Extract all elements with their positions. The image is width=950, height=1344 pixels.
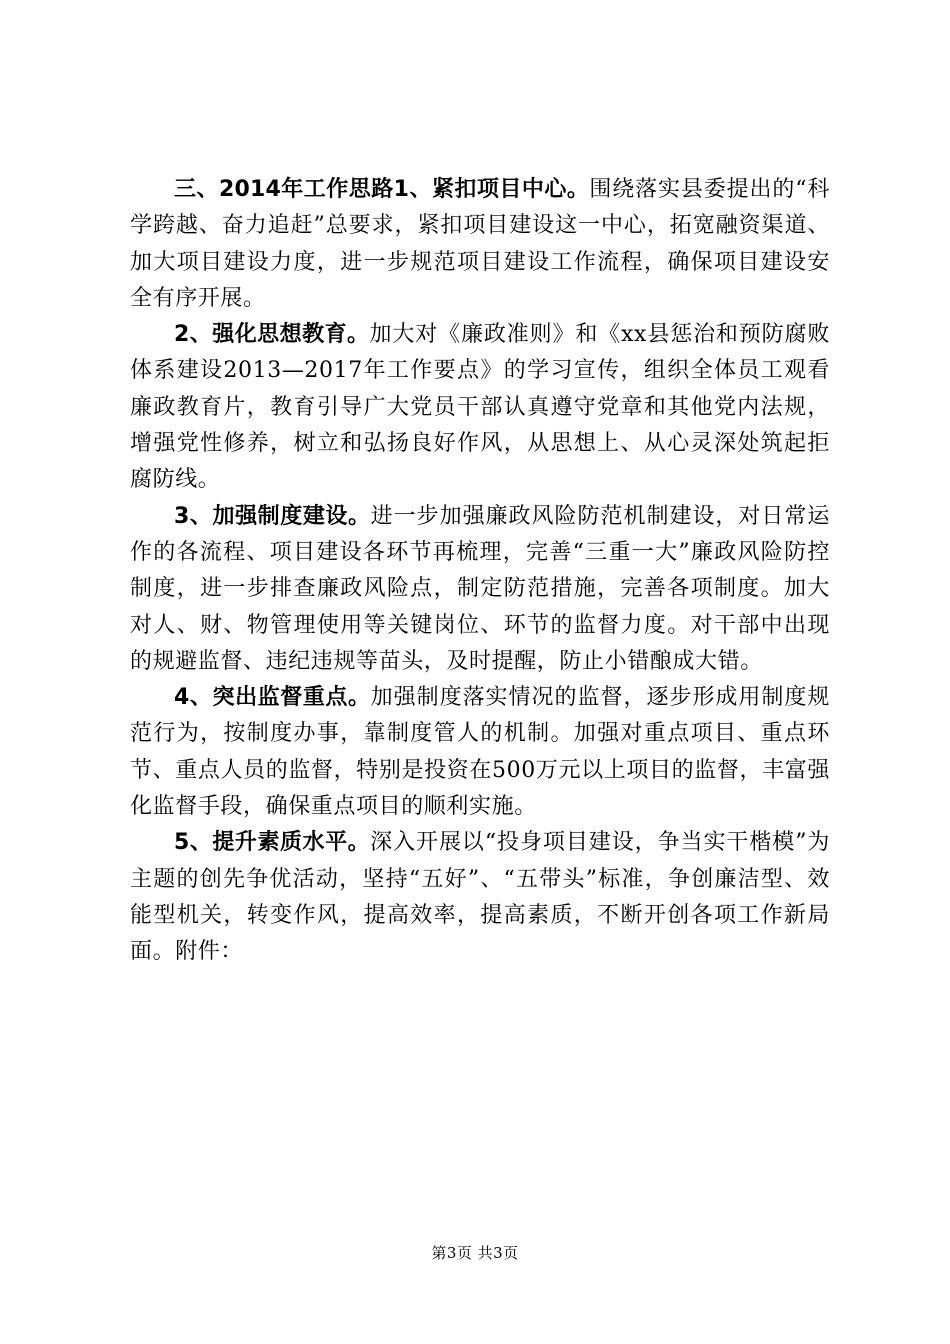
paragraph-text: 围绕落实县委提出的“科学跨越、奋力追赶”总要求，紧扣项目建设这一中心，拓宽融资渠道、加大项目建设力度，进一步规范项目建设工作流程，确保项目建设安全有序开展。 [130,177,830,311]
paragraph-text: 深入开展以“投身项目建设，争当实干楷模”为主题的创先争优活动，坚持“五好”、“五带头”标准，争创廉洁型、效能型机关，转变作风，提高效率，提高素质，不断开创各项工作新局面。附件： [130,830,830,965]
paragraph-heading: 4、突出监督重点。 [174,685,371,711]
paragraph-heading: 3、加强制度建设。 [174,503,371,529]
paragraph-heading: 2、强化思想教育。 [174,322,370,348]
paragraph-text: 进一步加强廉政风险防范机制建设，对日常运作的各流程、项目建设各环节再梳理，完善“三重一大”廉政风险防控制度，进一步排查廉政风险点，制定防范措施，完善各项制度。加大对人、财、物管理使用等关键岗位、环节的监督力度。对干部中出现的规避监督、违纪违规等苗头，及时提醒，防止小错酿成大错。 [130,503,830,674]
paragraph-quality [130,825,830,970]
paragraph-supervision [130,680,830,825]
page-number: 第3页 共3页 [431,1244,519,1262]
document-body [130,172,830,971]
paragraph-work-plan [130,172,830,317]
paragraph-education [130,317,830,498]
paragraph-text: 加大对《廉政准则》和《xx县惩治和预防腐败体系建设2013—2017年工作要点》的学习宣传，组织全体员工观看廉政教育片，教育引导广大党员干部认真遵守党章和其他党内法规，增强党性修养，树立和弘扬良好作风，从思想上、从心灵深处筑起拒腐防线。 [130,322,830,493]
paragraph-system-building [130,499,830,680]
paragraph-heading: 三、2014年工作思路1、紧扣项目中心。 [174,177,590,202]
paragraph-text: 加强制度落实情况的监督，逐步形成用制度规范行为，按制度办事，靠制度管人的机制。加强对重点项目、重点环节、重点人员的监督，特别是投资在500万元以上项目的监督，丰富强化监督手段，确保重点项目的顺利实施。 [130,685,830,820]
paragraph-heading: 5、提升素质水平。 [174,830,371,856]
